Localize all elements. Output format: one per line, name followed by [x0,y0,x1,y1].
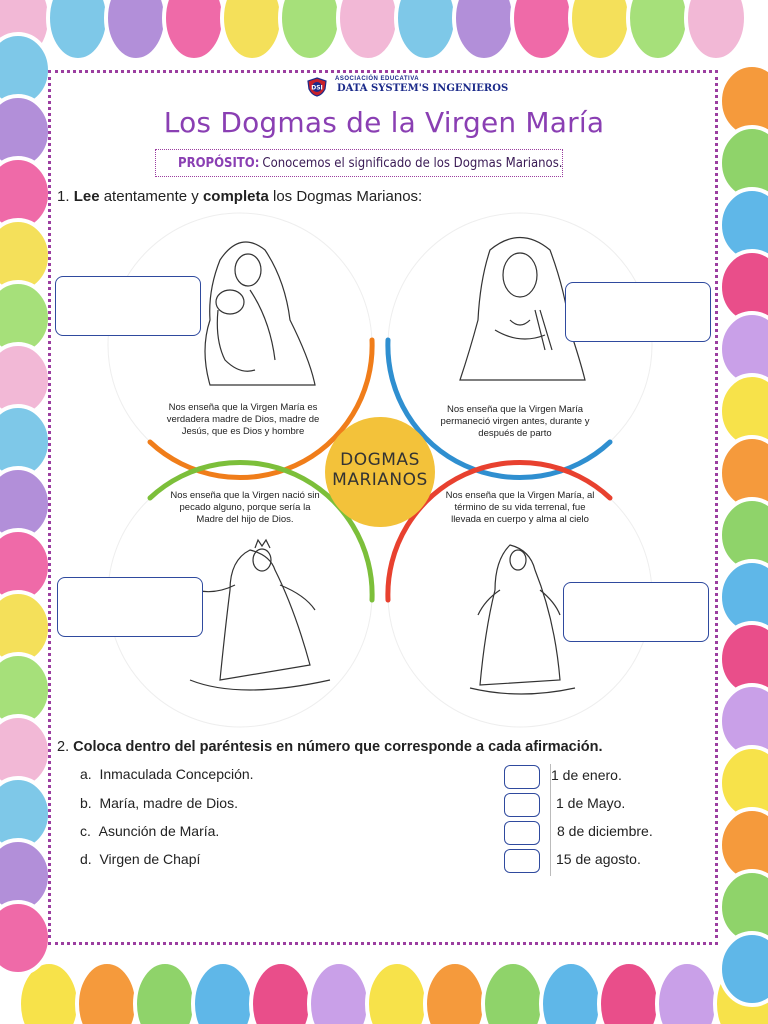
option-a-text: Inmaculada Concepción. [99,766,254,782]
decorative-oval [135,962,195,1024]
decorative-oval [599,962,659,1024]
option-b [80,795,238,811]
page-title: Los Dogmas de la Virgen María [163,106,605,139]
purpose-box [155,149,563,177]
decorative-oval [48,0,108,60]
option-a-label: a. [80,766,92,782]
answer-box-top-left[interactable] [55,276,201,336]
center-label [300,415,460,525]
option-c-text: Asunción de María. [98,823,220,839]
question-1-number: 1. [57,188,70,205]
decorative-oval [367,962,427,1024]
question-1-part1: Lee [73,188,100,205]
answer-parenthesis-4[interactable] [504,849,540,873]
decorative-oval [686,0,746,60]
decorative-oval [309,962,369,1024]
date-3: 8 de diciembre. [557,823,653,839]
logo-text: DSI [311,84,323,92]
option-c-label: c. [80,823,91,839]
question-1 [57,188,422,205]
decorative-oval [106,0,166,60]
option-b-text: María, madre de Dios. [99,795,238,811]
option-c [80,823,219,839]
decorative-oval [164,0,224,60]
date-1: 1 de enero. [551,767,622,783]
decorative-oval [657,962,717,1024]
org-subtitle: ASOCIACIÓN EDUCATIVA [335,76,420,82]
circle-text-madre-de-dios: Nos enseña que la Virgen María es verdadera madre de Dios, madre de Jesús, que es Dios y hombre [166,402,320,437]
purpose-text: Conocemos el significado de los Dogmas Marianos. [262,155,563,171]
option-a [80,766,254,782]
option-b-label: b. [80,795,92,811]
question-1-part2: atentamente y [99,188,203,205]
decorative-oval [396,0,456,60]
option-d [80,851,200,867]
org-name: DATA SYSTEM'S INGENIEROS [337,83,509,94]
decorative-oval [570,0,630,60]
center-label-line1: DOGMAS [340,450,420,470]
decorative-oval [483,962,543,1024]
date-2: 1 de Mayo. [556,795,626,811]
decorative-oval [425,962,485,1024]
center-label-line2: MARIANOS [332,470,428,490]
answer-parenthesis-2[interactable] [504,793,540,817]
decorative-oval [512,0,572,60]
answer-box-bottom-left[interactable] [57,577,203,637]
option-d-label: d. [80,851,92,867]
decorative-oval [541,962,601,1024]
circle-text-virginidad: Nos enseña que la Virgen María permaneció virgen antes, durante y después de parto [440,404,590,439]
decorative-oval [193,962,253,1024]
decorative-oval [77,962,137,1024]
purpose-label: PROPÓSITO: [178,155,260,171]
date-4: 15 de agosto. [556,851,641,867]
decorative-oval [338,0,398,60]
answer-parenthesis-3[interactable] [504,821,540,845]
decorative-oval [628,0,688,60]
decorative-oval [0,902,50,974]
circle-text-asuncion: Nos enseña que la Virgen María, al término de su vida terrenal, fue llevada en cuerpo y alma al cielo [445,490,595,525]
question-1-part3: completa [202,188,269,205]
decorative-oval [251,962,311,1024]
question-2-text: Coloca dentro del paréntesis en número que corresponde a cada afirmación. [73,739,603,755]
decorative-oval [222,0,282,60]
decorative-oval [280,0,340,60]
decorative-oval [454,0,514,60]
option-d-text: Virgen de Chapí [99,851,201,867]
question-2 [57,739,603,755]
answer-parenthesis-1[interactable] [504,765,540,789]
decorative-oval [720,933,768,1005]
question-1-part4: los Dogmas Marianos: [268,188,423,205]
question-2-number: 2. [57,739,70,755]
answer-box-bottom-right[interactable] [563,582,709,642]
school-logo-icon [306,77,328,97]
answer-box-top-right[interactable] [565,282,711,342]
circle-text-inmaculada: Nos enseña que la Virgen nació sin pecado alguno, porque sería la Madre del hijo de Dios. [170,490,320,525]
